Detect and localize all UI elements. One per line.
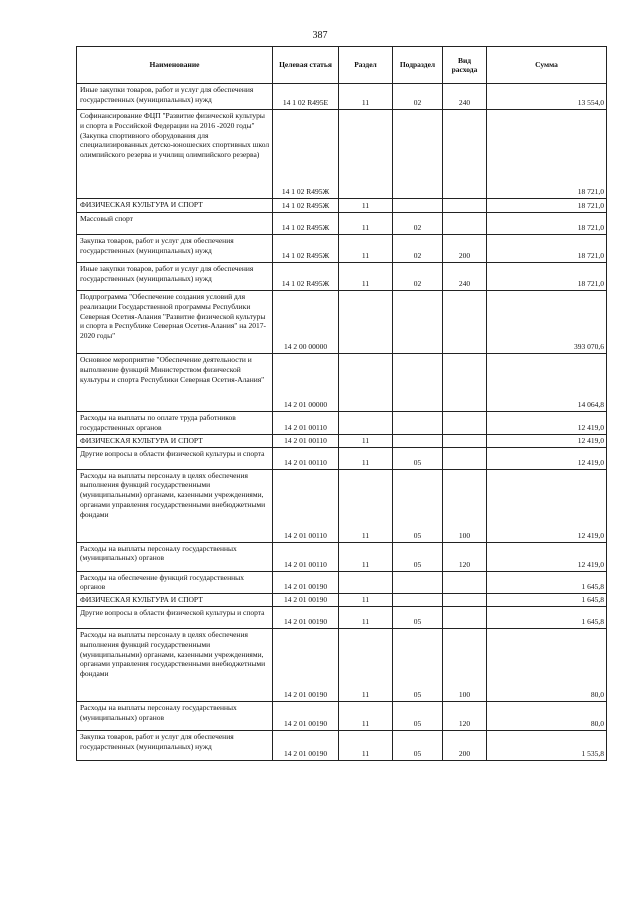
row-section-cell: 11 [339,235,393,263]
row-expense-type-cell [443,571,487,594]
row-name-cell: ФИЗИЧЕСКАЯ КУЛЬТУРА И СПОРТ [77,199,273,213]
row-expense-type-cell: 240 [443,263,487,291]
table-row [77,594,607,607]
column-header-name: Наименование [77,47,273,84]
table-row [77,731,607,761]
row-code-cell: 14 2 01 00190 [273,731,339,761]
row-code-cell: 14 1 02 R495Ж [273,199,339,213]
row-amount-cell: 14 064,8 [487,354,607,412]
row-section-cell: 11 [339,607,393,629]
row-amount-cell: 18 721,0 [487,235,607,263]
row-section-cell: 11 [339,84,393,110]
row-name-cell: Другие вопросы в области физической культуры и спорта [77,607,273,629]
column-header-expense-type: Вид расхода [443,47,487,84]
row-code-cell: 14 2 01 00110 [273,412,339,435]
row-code-cell: 14 1 02 R495Ж [273,213,339,235]
row-section-cell: 11 [339,263,393,291]
row-code-cell: 14 1 02 R495Ж [273,110,339,199]
table-row [77,571,607,594]
row-amount-cell: 1 645,8 [487,571,607,594]
row-amount-cell: 12 419,0 [487,542,607,571]
row-code-cell: 14 2 00 00000 [273,291,339,354]
row-subsection-cell: 02 [393,263,443,291]
row-expense-type-cell [443,434,487,447]
row-name-cell: Расходы на обеспечение функций государственных органов [77,571,273,594]
row-code-cell: 14 1 02 R495E [273,84,339,110]
column-header-amount: Сумма [487,47,607,84]
row-expense-type-cell: 200 [443,731,487,761]
row-expense-type-cell [443,110,487,199]
row-expense-type-cell [443,199,487,213]
row-expense-type-cell [443,213,487,235]
row-subsection-cell: 05 [393,607,443,629]
row-expense-type-cell [443,594,487,607]
row-amount-cell: 80,0 [487,702,607,731]
row-subsection-cell [393,354,443,412]
row-section-cell: 11 [339,594,393,607]
row-amount-cell: 1 645,8 [487,607,607,629]
row-subsection-cell [393,199,443,213]
row-subsection-cell: 05 [393,469,443,542]
row-section-cell [339,110,393,199]
row-name-cell: Подпрограмма "Обеспечение создания условий для реализации Государственной программы Республики Северная Осетия-Алания "Развитие физической культуры и спорта в Республике Северная Осетия-Алания" на 2017-2020 годы" [77,291,273,354]
budget-table [76,46,607,761]
table-row [77,84,607,110]
row-amount-cell: 12 419,0 [487,434,607,447]
row-amount-cell: 12 419,0 [487,412,607,435]
row-amount-cell: 393 070,6 [487,291,607,354]
row-amount-cell: 18 721,0 [487,199,607,213]
row-name-cell: Расходы на выплаты персоналу государственных (муниципальных) органов [77,702,273,731]
row-code-cell: 14 2 01 00190 [273,571,339,594]
row-section-cell [339,571,393,594]
row-code-cell: 14 2 01 00190 [273,629,339,702]
row-amount-cell: 12 419,0 [487,469,607,542]
row-name-cell: Софинансирование ФЦП "Развитие физической культуры и спорта в Российской Федерации на 2016 -2020 годы" (Закупка спортивного оборудования для специализированных детско-юношеских спортивных школ олимпийского резерва и училищ олимпийского резерва) [77,110,273,199]
row-amount-cell: 18 721,0 [487,263,607,291]
table-row [77,235,607,263]
page-number: 387 [312,30,328,41]
row-section-cell: 11 [339,629,393,702]
row-code-cell: 14 1 02 R495Ж [273,263,339,291]
row-code-cell: 14 2 01 00190 [273,594,339,607]
row-subsection-cell [393,571,443,594]
row-section-cell: 11 [339,702,393,731]
row-name-cell: Иные закупки товаров, работ и услуг для обеспечения государственных (муниципальных) нужд [77,84,273,110]
row-subsection-cell: 02 [393,235,443,263]
row-amount-cell: 12 419,0 [487,447,607,469]
row-code-cell: 14 1 02 R495Ж [273,235,339,263]
row-expense-type-cell: 120 [443,702,487,731]
table-row [77,469,607,542]
row-name-cell: Иные закупки товаров, работ и услуг для обеспечения государственных (муниципальных) нужд [77,263,273,291]
row-amount-cell: 18 721,0 [487,213,607,235]
row-code-cell: 14 2 01 00190 [273,607,339,629]
table-row [77,199,607,213]
row-expense-type-cell: 100 [443,469,487,542]
row-code-cell: 14 2 01 00190 [273,702,339,731]
row-subsection-cell: 02 [393,213,443,235]
row-name-cell: Массовый спорт [77,213,273,235]
table-row [77,702,607,731]
row-amount-cell: 80,0 [487,629,607,702]
table-row [77,629,607,702]
table-row [77,542,607,571]
row-name-cell: Основное мероприятие "Обеспечение деятельности и выполнение функций Министерством физической культуры и спорта Республики Северная Осетия-Алания" [77,354,273,412]
row-expense-type-cell: 200 [443,235,487,263]
row-name-cell: ФИЗИЧЕСКАЯ КУЛЬТУРА И СПОРТ [77,434,273,447]
column-header-subsection: Подраздел [393,47,443,84]
row-code-cell: 14 2 01 00110 [273,434,339,447]
row-section-cell [339,412,393,435]
row-section-cell: 11 [339,434,393,447]
table-row [77,110,607,199]
row-amount-cell: 13 554,0 [487,84,607,110]
row-section-cell: 11 [339,447,393,469]
row-section-cell [339,291,393,354]
row-section-cell: 11 [339,213,393,235]
row-section-cell: 11 [339,542,393,571]
row-expense-type-cell [443,607,487,629]
row-expense-type-cell [443,291,487,354]
row-subsection-cell [393,291,443,354]
row-subsection-cell [393,594,443,607]
row-section-cell: 11 [339,731,393,761]
row-name-cell: ФИЗИЧЕСКАЯ КУЛЬТУРА И СПОРТ [77,594,273,607]
row-subsection-cell: 02 [393,84,443,110]
column-header-code: Целевая статья [273,47,339,84]
table-row [77,412,607,435]
table-row [77,263,607,291]
row-expense-type-cell: 120 [443,542,487,571]
row-section-cell [339,354,393,412]
row-subsection-cell: 05 [393,447,443,469]
row-expense-type-cell: 240 [443,84,487,110]
column-header-section: Раздел [339,47,393,84]
row-subsection-cell [393,434,443,447]
row-name-cell: Другие вопросы в области физической культуры и спорта [77,447,273,469]
table-body [77,84,607,761]
row-code-cell: 14 2 01 00110 [273,469,339,542]
row-name-cell: Закупка товаров, работ и услуг для обеспечения государственных (муниципальных) нужд [77,731,273,761]
table-row [77,607,607,629]
row-code-cell: 14 2 01 00110 [273,447,339,469]
row-subsection-cell: 05 [393,629,443,702]
row-name-cell: Расходы на выплаты персоналу государственных (муниципальных) органов [77,542,273,571]
table-row [77,291,607,354]
row-subsection-cell: 05 [393,702,443,731]
row-code-cell: 14 2 01 00000 [273,354,339,412]
row-subsection-cell [393,412,443,435]
row-amount-cell: 1 535,8 [487,731,607,761]
row-section-cell: 11 [339,199,393,213]
row-name-cell: Расходы на выплаты персоналу в целях обеспечения выполнения функций государственными (муниципальными) органами, казенными учреждениями, органами управления государственными внебюджетными фондами [77,469,273,542]
table-row [77,447,607,469]
row-section-cell: 11 [339,469,393,542]
row-subsection-cell: 05 [393,542,443,571]
row-expense-type-cell [443,412,487,435]
row-subsection-cell: 05 [393,731,443,761]
table-row [77,213,607,235]
row-name-cell: Расходы на выплаты по оплате труда работников государственных органов [77,412,273,435]
row-name-cell: Закупка товаров, работ и услуг для обеспечения государственных (муниципальных) нужд [77,235,273,263]
row-code-cell: 14 2 01 00110 [273,542,339,571]
table-row [77,434,607,447]
table-row [77,354,607,412]
table-header-row [77,47,607,84]
row-expense-type-cell [443,354,487,412]
row-amount-cell: 1 645,8 [487,594,607,607]
row-amount-cell: 18 721,0 [487,110,607,199]
row-expense-type-cell [443,447,487,469]
row-expense-type-cell: 100 [443,629,487,702]
row-subsection-cell [393,110,443,199]
row-name-cell: Расходы на выплаты персоналу в целях обеспечения выполнения функций государственными (муниципальными) органами, казенными учреждениями, органами управления государственными внебюджетными фондами [77,629,273,702]
